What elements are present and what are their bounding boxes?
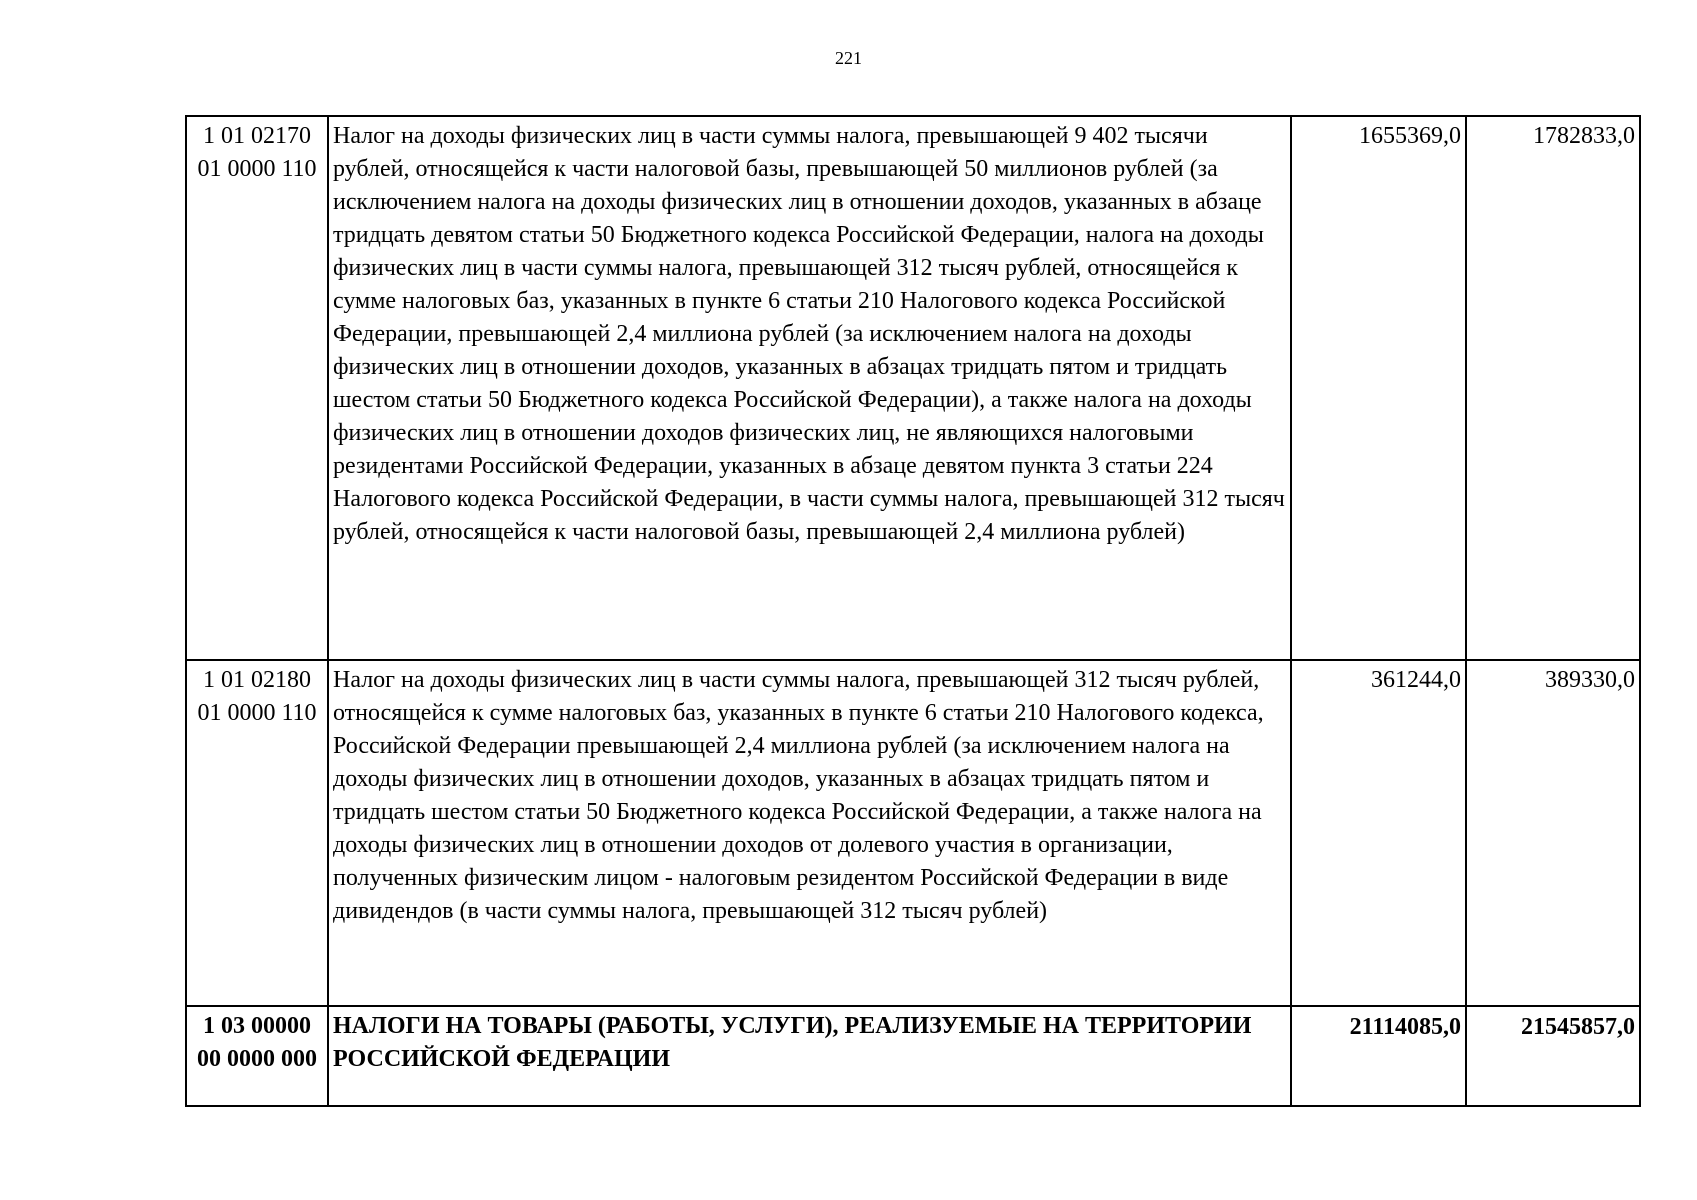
amount-year-1: 361244,0 — [1291, 660, 1466, 1006]
budget-code-cell — [186, 116, 328, 660]
budget-code-line1: 1 01 02170 — [203, 123, 311, 149]
page-number: 221 — [835, 48, 862, 68]
table-row — [186, 660, 1640, 1006]
revenue-description: Налог на доходы физических лиц в части суммы налога, превышающей 312 тысяч рублей, относящейся к сумме налоговых баз, указанных в пункте 6 статьи 210 Налогового кодекса, Российской Федерации превышающей 2,4 миллиона рублей (за исключением налога на доходы физических лиц в отношении доходов, указанных в абзацах тридцать пятом и тридцать шестом статьи 50 Бюджетного кодекса Российской Федерации, а также налога на доходы физических лиц в отношении доходов от долевого участия в организации, полученных физическим лицом - налоговым резидентом Российской Федерации в виде дивидендов (в части суммы налога, превышающей 312 тысяч рублей) — [328, 660, 1291, 1006]
budget-code-cell — [186, 1006, 328, 1106]
amount-year-1: 1655369,0 — [1291, 116, 1466, 660]
amount-year-2: 1782833,0 — [1466, 116, 1640, 660]
revenue-table — [185, 115, 1641, 1107]
budget-code-line2: 00 0000 000 — [197, 1046, 317, 1072]
table-row — [186, 116, 1640, 660]
revenue-description: Налог на доходы физических лиц в части суммы налога, превышающей 9 402 тысячи рублей, относящейся к части налоговой базы, превышающей 50 миллионов рублей (за исключением налога на доходы физических лиц в отношении доходов, указанных в абзаце тридцать девятом статьи 50 Бюджетного кодекса Российской Федерации, налога на доходы физических лиц в части суммы налога, превышающей 312 тысяч рублей, относящейся к сумме налоговых баз, указанных в пункте 6 статьи 210 Налогового кодекса Российской Федерации, превышающей 2,4 миллиона рублей (за исключением налога на доходы физических лиц в отношении доходов, указанных в абзацах тридцать пятом и тридцать шестом статьи 50 Бюджетного кодекса Российской Федерации), а также налога на доходы физических лиц в отношении доходов физических лиц, не являющихся налоговыми резидентами Российской Федерации, указанных в абзаце девятом пункта 3 статьи 224 Налогового кодекса Российской Федерации, в части суммы налога, превышающей 312 тысяч рублей, относящейся к части налоговой базы, превышающей 2,4 миллиона рублей) — [328, 116, 1291, 660]
budget-code-line1: 1 03 00000 — [203, 1013, 311, 1039]
budget-code-line2: 01 0000 110 — [197, 700, 317, 726]
budget-code-line1: 1 01 02180 — [203, 667, 311, 693]
table-row-section-total — [186, 1006, 1640, 1106]
amount-year-2: 389330,0 — [1466, 660, 1640, 1006]
budget-code-line2: 01 0000 110 — [197, 156, 317, 182]
revenue-description: НАЛОГИ НА ТОВАРЫ (РАБОТЫ, УСЛУГИ), РЕАЛИЗУЕМЫЕ НА ТЕРРИТОРИИ РОССИЙСКОЙ ФЕДЕРАЦИИ — [328, 1006, 1291, 1106]
amount-year-1: 21114085,0 — [1291, 1006, 1466, 1106]
amount-year-2: 21545857,0 — [1466, 1006, 1640, 1106]
budget-code-cell — [186, 660, 328, 1006]
